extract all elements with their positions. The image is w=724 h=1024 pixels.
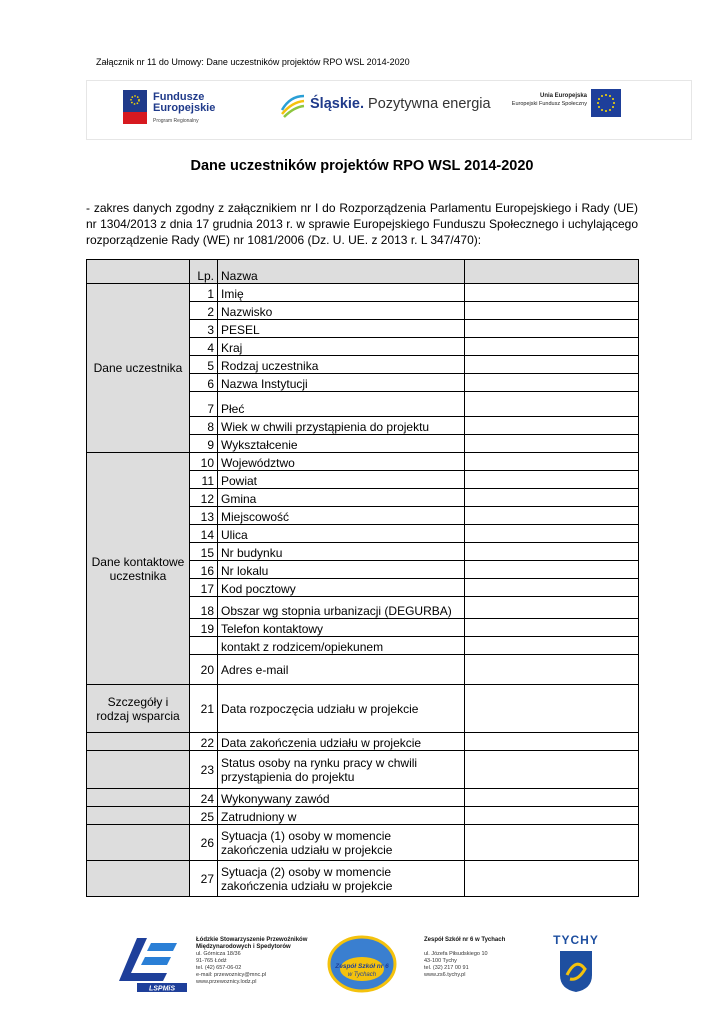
row-lp: 18 <box>190 597 218 619</box>
row-label: Płeć <box>218 392 465 417</box>
value-cell[interactable] <box>465 861 639 897</box>
fundusze-europejskie-logo <box>123 87 243 131</box>
value-cell[interactable] <box>465 302 639 320</box>
row-label: Wykształcenie <box>218 435 465 453</box>
section-blank <box>87 751 190 789</box>
table-row <box>87 733 639 751</box>
table-row <box>87 453 639 471</box>
tychy-crest-icon <box>558 949 594 993</box>
row-label: Nr lokalu <box>218 561 465 579</box>
row-label: Nazwa Instytucji <box>218 374 465 392</box>
lspmis-email: e-mail: przewoznicy@mnc.pl <box>196 972 267 978</box>
row-lp: 21 <box>190 685 218 733</box>
section-participant: Dane uczestnika <box>87 284 190 453</box>
table-row <box>87 807 639 825</box>
value-cell[interactable] <box>465 338 639 356</box>
lspmis-tel: tel. (42) 657-06-02 <box>196 965 242 971</box>
row-label: Obszar wg stopnia urbanizacji (DEGURBA) <box>218 597 465 619</box>
value-cell[interactable] <box>465 685 639 733</box>
row-lp: 10 <box>190 453 218 471</box>
value-cell[interactable] <box>465 453 639 471</box>
value-cell[interactable] <box>465 597 639 619</box>
row-lp: 1 <box>190 284 218 302</box>
row-lp: 6 <box>190 374 218 392</box>
table-row <box>87 751 639 789</box>
row-label: kontakt z rodzicem/opiekunem <box>218 637 465 655</box>
intro-paragraph: - zakres danych zgodny z załącznikiem nr I do Rozporządzenia Parlamentu Europejskiego i Rady (UE) nr 1304/2013 z dnia 17 grudnia 2013 r. w sprawie Europejskiego Funduszu Społecznego i uchylającego rozporządzenie Rady (WE) nr 1081/2006 (Dz. U. UE. z 2013 r. L 347/470): <box>86 201 638 247</box>
row-label: Sytuacja (1) osoby w momencie zakończenia udziału w projekcie <box>218 825 465 861</box>
lspmis-logo-text: LSPMiS <box>148 985 176 993</box>
value-cell[interactable] <box>465 543 639 561</box>
row-lp: 11 <box>190 471 218 489</box>
row-lp: 22 <box>190 733 218 751</box>
row-label: Miejscowość <box>218 507 465 525</box>
participant-data-table <box>86 259 639 897</box>
section-contact: Dane kontaktowe uczestnika <box>87 453 190 685</box>
row-label: Rodzaj uczestnika <box>218 356 465 374</box>
value-cell[interactable] <box>465 579 639 597</box>
row-lp: 13 <box>190 507 218 525</box>
slaskie-brand: Śląskie. <box>310 96 365 112</box>
row-label: Gmina <box>218 489 465 507</box>
row-label: Nazwisko <box>218 302 465 320</box>
value-cell[interactable] <box>465 733 639 751</box>
lspmis-name2: Międzynarodowych i Spedytorów <box>196 944 291 950</box>
row-label: Wykonywany zawód <box>218 789 465 807</box>
row-lp <box>190 637 218 655</box>
tychy-logo <box>548 933 604 993</box>
value-cell[interactable] <box>465 284 639 302</box>
lspmis-www: www.przewoznicy.lodz.pl <box>196 979 257 985</box>
slaskie-slogan: Pozytywna energia <box>368 96 491 112</box>
row-lp: 5 <box>190 356 218 374</box>
eu-line1: Unia Europejska <box>539 93 587 99</box>
value-cell[interactable] <box>465 417 639 435</box>
table-row <box>87 825 639 861</box>
school-logo-line1: Zespół Szkół nr 6 <box>335 963 389 970</box>
row-lp: 8 <box>190 417 218 435</box>
header-lp: Lp. <box>190 260 218 284</box>
value-cell[interactable] <box>465 561 639 579</box>
fe-sub: Program Regionalny <box>153 118 199 124</box>
row-label: Województwo <box>218 453 465 471</box>
header-blank <box>87 260 190 284</box>
row-label: Powiat <box>218 471 465 489</box>
section-blank <box>87 807 190 825</box>
value-cell[interactable] <box>465 507 639 525</box>
school-logo <box>327 935 397 993</box>
tychy-name: TYCHY <box>553 933 599 947</box>
row-lp: 9 <box>190 435 218 453</box>
value-cell[interactable] <box>465 637 639 655</box>
row-label: Data zakończenia udziału w projekcie <box>218 733 465 751</box>
row-lp: 24 <box>190 789 218 807</box>
row-label: Data rozpoczęcia udziału w projekcie <box>218 685 465 733</box>
value-cell[interactable] <box>465 825 639 861</box>
row-lp: 14 <box>190 525 218 543</box>
table-row <box>87 789 639 807</box>
row-lp: 17 <box>190 579 218 597</box>
lspmis-logo <box>117 933 187 993</box>
school-www: www.zs6.tychy.pl <box>424 972 466 978</box>
row-label: Telefon kontaktowy <box>218 619 465 637</box>
row-lp: 26 <box>190 825 218 861</box>
row-lp: 20 <box>190 655 218 685</box>
table-row <box>87 861 639 897</box>
row-lp: 3 <box>190 320 218 338</box>
header-note: Załącznik nr 11 do Umowy: Dane uczestników projektów RPO WSL 2014-2020 <box>96 57 410 67</box>
header-value <box>465 260 639 284</box>
row-lp: 2 <box>190 302 218 320</box>
value-cell[interactable] <box>465 392 639 417</box>
row-label: Nr budynku <box>218 543 465 561</box>
row-label: Status osoby na rynku pracy w chwili przystąpienia do projektu <box>218 751 465 789</box>
section-blank <box>87 861 190 897</box>
row-label: Kod pocztowy <box>218 579 465 597</box>
row-lp: 27 <box>190 861 218 897</box>
school-info <box>424 937 505 979</box>
row-label: Ulica <box>218 525 465 543</box>
logo-bar <box>86 80 692 140</box>
value-cell[interactable] <box>465 374 639 392</box>
eu-line2: Europejski Fundusz Społeczny <box>511 101 587 107</box>
row-lp: 16 <box>190 561 218 579</box>
value-cell[interactable] <box>465 320 639 338</box>
document-title: Dane uczestników projektów RPO WSL 2014-2020 <box>190 158 534 174</box>
fe-line2: Europejskie <box>153 102 216 114</box>
eu-flag-icon <box>591 89 621 117</box>
lspmis-addr2: 91-765 Łódź <box>196 958 227 964</box>
lspmis-info <box>196 937 307 986</box>
value-cell[interactable] <box>465 525 639 543</box>
value-cell[interactable] <box>465 471 639 489</box>
value-cell[interactable] <box>465 356 639 374</box>
table-header-row <box>87 260 639 284</box>
fe-line1: Fundusze <box>153 91 205 103</box>
row-lp: 25 <box>190 807 218 825</box>
lspmis-name1: Łódzkie Stowarzyszenie Przewoźników <box>196 937 308 943</box>
section-blank <box>87 733 190 751</box>
slaskie-mark-icon <box>280 92 306 118</box>
value-cell[interactable] <box>465 655 639 685</box>
row-label: Zatrudniony w <box>218 807 465 825</box>
school-name: Zespół Szkół nr 6 w Tychach <box>424 937 506 943</box>
value-cell[interactable] <box>465 789 639 807</box>
school-tel: tel. (32) 217 00 91 <box>424 965 469 971</box>
row-label: Imię <box>218 284 465 302</box>
value-cell[interactable] <box>465 751 639 789</box>
fe-flag-icon <box>123 90 147 124</box>
row-lp: 12 <box>190 489 218 507</box>
row-lp: 19 <box>190 619 218 637</box>
value-cell[interactable] <box>465 807 639 825</box>
row-lp: 23 <box>190 751 218 789</box>
section-blank <box>87 825 190 861</box>
school-addr2: 43-100 Tychy <box>424 958 457 964</box>
row-lp: 15 <box>190 543 218 561</box>
row-label: Sytuacja (2) osoby w momencie zakończenia udziału w projekcie <box>218 861 465 897</box>
eu-logo <box>487 89 687 125</box>
section-blank <box>87 789 190 807</box>
school-logo-line2: w Tychach <box>347 972 377 978</box>
row-label: Adres e-mail <box>218 655 465 685</box>
row-lp: 4 <box>190 338 218 356</box>
section-support: Szczegóły i rodzaj wsparcia <box>87 685 190 733</box>
table-row <box>87 284 639 302</box>
table-row <box>87 685 639 733</box>
school-addr1: ul. Józefa Piłsudskiego 10 <box>424 951 488 957</box>
row-label: Kraj <box>218 338 465 356</box>
row-lp: 7 <box>190 392 218 417</box>
slaskie-logo <box>280 92 491 122</box>
value-cell[interactable] <box>465 435 639 453</box>
lspmis-addr1: ul. Górnicza 18/36 <box>196 951 241 957</box>
value-cell[interactable] <box>465 489 639 507</box>
header-name: Nazwa <box>218 260 465 284</box>
footer <box>0 925 724 1024</box>
value-cell[interactable] <box>465 619 639 637</box>
row-label: Wiek w chwili przystąpienia do projektu <box>218 417 465 435</box>
row-label: PESEL <box>218 320 465 338</box>
